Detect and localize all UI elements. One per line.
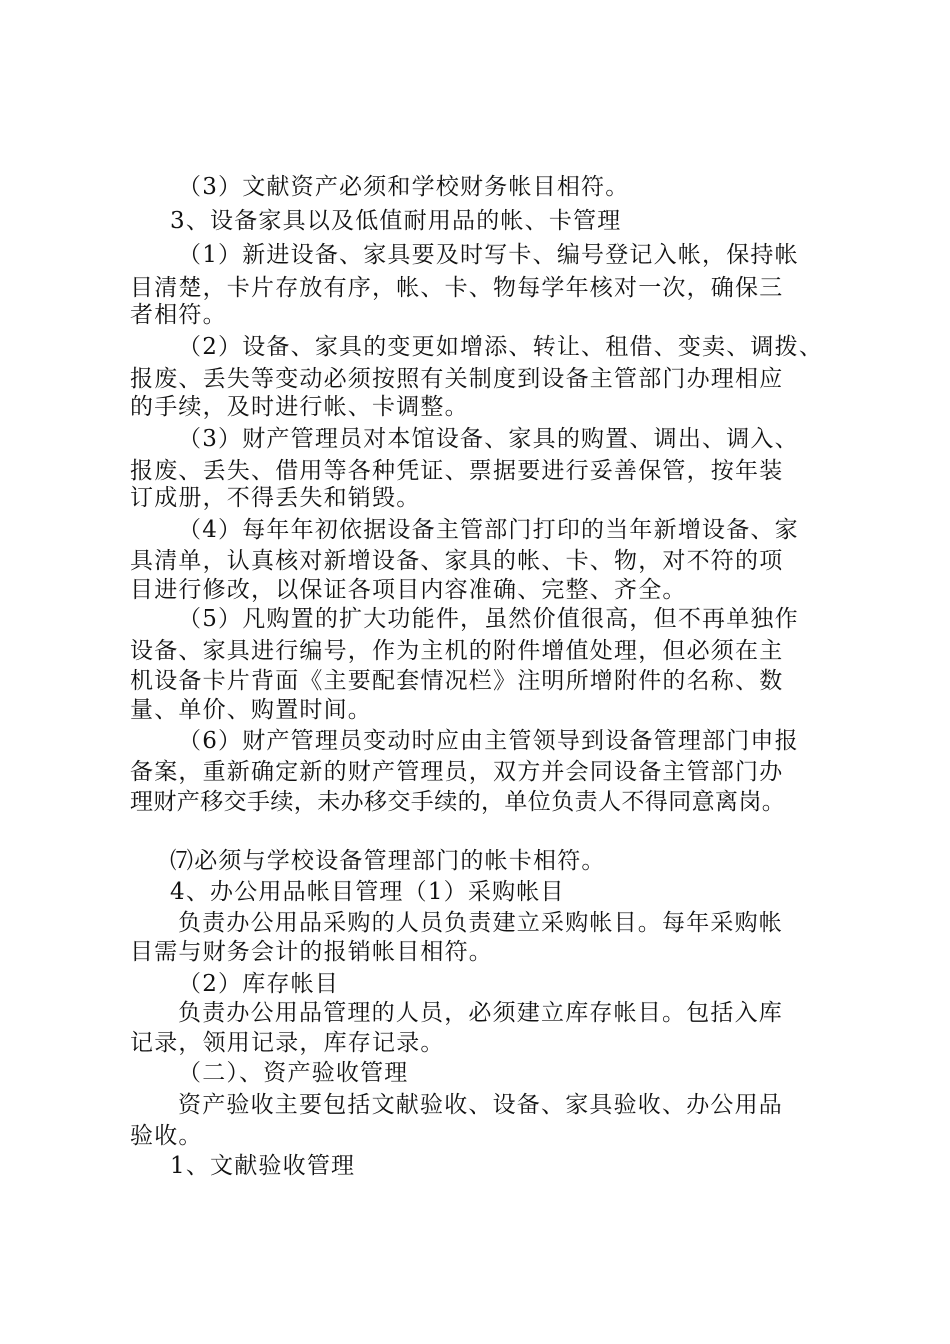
paragraph-line: 订成册，不得丢失和销毁。 bbox=[130, 485, 421, 511]
paragraph-line: 目进行修改，以保证各项目内容准确、完整、齐全。 bbox=[130, 577, 687, 603]
section-heading: （二）、资产验收管理 bbox=[178, 1060, 409, 1086]
paragraph-line: 机设备卡片背面《主要配套情况栏》注明所增附件的名称、数 bbox=[130, 668, 784, 694]
paragraph-line: （5）凡购置的扩大功能件，虽然价值很高，但不再单独作 bbox=[178, 606, 799, 632]
section-heading: 1、文献验收管理 bbox=[170, 1153, 356, 1179]
paragraph-line: 报废、丢失、借用等各种凭证、票据要进行妥善保管，按年装 bbox=[130, 458, 784, 484]
paragraph-line: 备案，重新确定新的财产管理员，双方并会同设备主管部门办 bbox=[130, 759, 784, 785]
paragraph-line: （6）财产管理员变动时应由主管领导到设备管理部门申报 bbox=[178, 728, 799, 754]
section-heading: 3、设备家具以及低值耐用品的帐、卡管理 bbox=[170, 208, 622, 234]
paragraph-line: （4）每年年初依据设备主管部门打印的当年新增设备、家 bbox=[178, 517, 799, 543]
paragraph-line: 量、单价、购置时间。 bbox=[130, 697, 372, 723]
paragraph-line: 理财产移交手续，未办移交手续的，单位负责人不得同意离岗。 bbox=[130, 789, 786, 815]
subsection-heading: （2）库存帐目 bbox=[178, 971, 340, 997]
paragraph-line: 目清楚，卡片存放有序，帐、卡、物每学年核对一次，确保三 bbox=[130, 275, 784, 301]
paragraph-line: 验收。 bbox=[130, 1123, 203, 1149]
paragraph-line: （2）设备、家具的变更如增添、转让、租借、变卖、调拨、 bbox=[178, 334, 824, 360]
paragraph-line: 负责办公用品管理的人员，必须建立库存帐目。包括入库 bbox=[178, 1000, 783, 1026]
paragraph-line: 者相符。 bbox=[130, 302, 227, 328]
paragraph-line: （1）新进设备、家具要及时写卡、编号登记入帐，保持帐 bbox=[178, 242, 799, 268]
paragraph-line: 的手续，及时进行帐、卡调整。 bbox=[130, 394, 469, 420]
paragraph-line: ⑺必须与学校设备管理部门的帐卡相符。 bbox=[170, 848, 606, 874]
paragraph-line: 记录，领用记录，库存记录。 bbox=[130, 1030, 445, 1056]
paragraph-line: 设备、家具进行编号，作为主机的附件增值处理，但必须在主 bbox=[130, 638, 784, 664]
paragraph-line: 负责办公用品采购的人员负责建立采购帐目。每年采购帐 bbox=[178, 910, 783, 936]
paragraph-line: （3）财产管理员对本馆设备、家具的购置、调出、调入、 bbox=[178, 426, 799, 452]
paragraph-line: 目需与财务会计的报销帐目相符。 bbox=[130, 939, 493, 965]
paragraph-line: 资产验收主要包括文献验收、设备、家具验收、办公用品 bbox=[178, 1092, 783, 1118]
paragraph-line: （3）文献资产必须和学校财务帐目相符。 bbox=[178, 174, 630, 200]
section-heading: 4、办公用品帐目管理（1）采购帐目 bbox=[170, 879, 565, 905]
paragraph-line: 具清单，认真核对新增设备、家具的帐、卡、物，对不符的项 bbox=[130, 548, 784, 574]
paragraph-line: 报废、丢失等变动必须按照有关制度到设备主管部门办理相应 bbox=[130, 366, 784, 392]
